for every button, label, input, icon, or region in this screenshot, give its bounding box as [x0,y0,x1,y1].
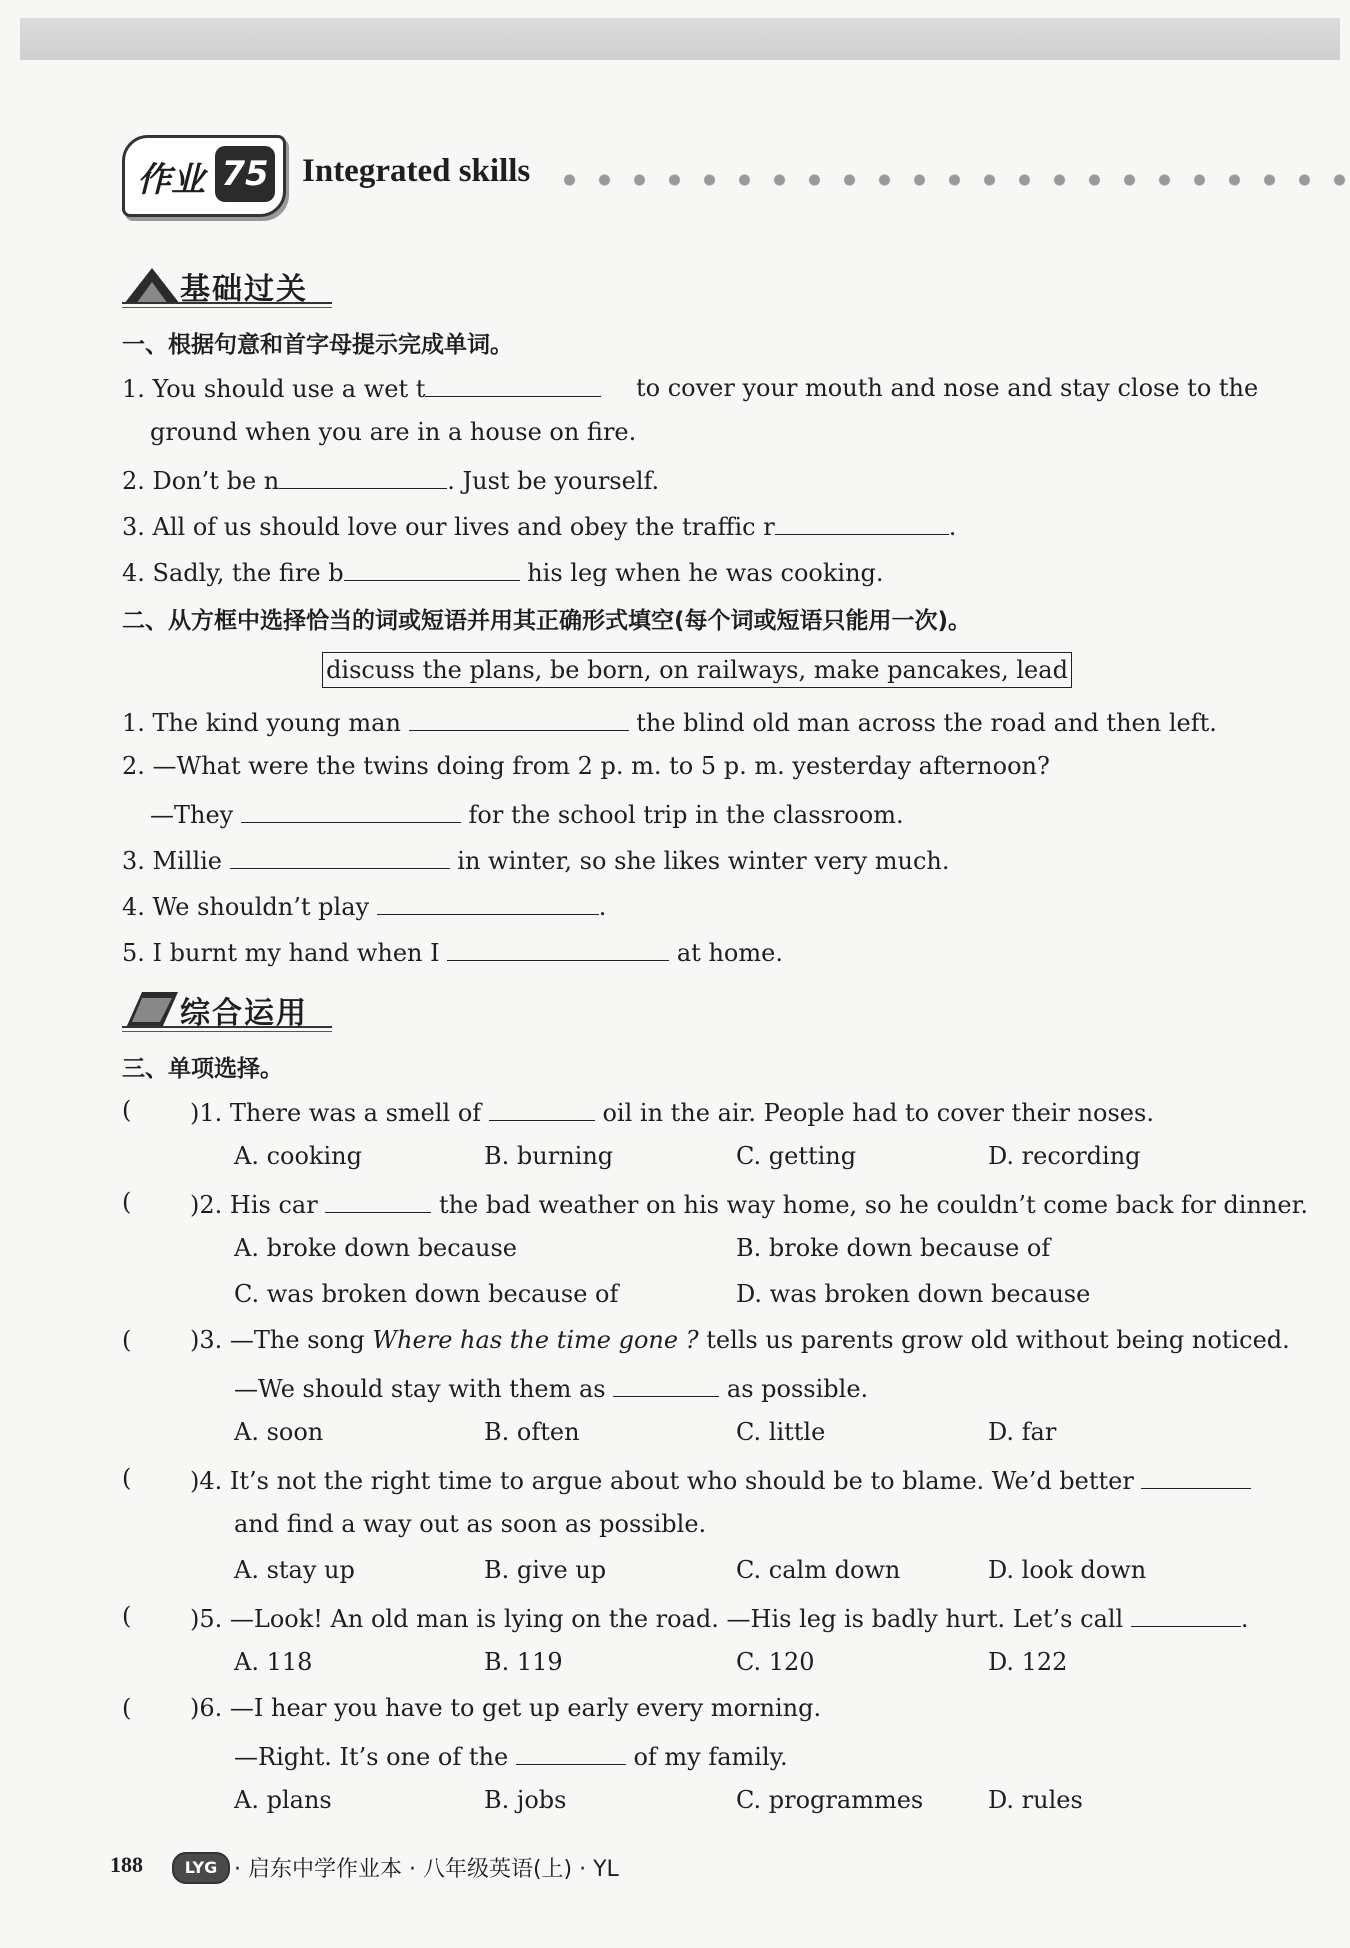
question-line [190,1324,1290,1356]
question-line [122,508,956,543]
option-d[interactable]: D. was broken down because [736,1280,1091,1308]
question-text: 1. You should use a wet t [122,375,426,403]
question-text: 4. We shouldn’t play [122,893,370,921]
book-icon [122,988,182,1030]
answer-blank[interactable] [409,704,629,731]
answer-blank[interactable] [1141,1462,1251,1489]
question-text: )1. There was a smell of [190,1099,482,1127]
option-c[interactable]: C. calm down [736,1556,901,1584]
question-text: the blind old man across the road and then left. [636,709,1217,737]
answer-blank[interactable] [377,888,599,915]
question-line [122,888,606,923]
answer-blank[interactable] [279,462,447,489]
question-line [234,1738,788,1773]
question-line [122,370,601,405]
section-title: 基础过关 [180,272,308,307]
option-a[interactable]: A. soon [234,1418,324,1446]
option-b[interactable]: B. often [484,1418,580,1446]
question-text: )3. —The song [190,1326,365,1354]
question-text: to cover your mouth and nose and stay close to the [636,374,1259,402]
question-text: 4. Sadly, the fire b [122,559,344,587]
part1-instruction: 一、根据句意和首字母提示完成单词。 [122,332,513,358]
answer-paren[interactable]: ( [122,1096,132,1124]
divider [122,302,332,304]
question-text: )6. —I hear you have to get up early every morning. [190,1694,822,1722]
badge-word: 作业 [137,160,205,200]
question-text: oil in the air. People had to cover their noses. [602,1099,1154,1127]
publisher-logo: LYG [172,1852,230,1884]
question-text: )2. His car [190,1191,318,1219]
lesson-header [122,135,1342,225]
option-d[interactable]: D. far [988,1418,1057,1446]
question-text: . [598,893,607,921]
question-line [190,1186,1308,1221]
option-b[interactable]: B. jobs [484,1786,567,1814]
question-text: —We should stay with them as [234,1375,606,1403]
question-text: 5. I burnt my hand when I [122,939,440,967]
answer-paren[interactable]: ( [122,1326,132,1354]
word-box: discuss the plans, be born, on railways, make pancakes, lead [322,652,1072,688]
question-line [122,704,1217,739]
option-c[interactable]: C. 120 [736,1648,815,1676]
answer-paren[interactable]: ( [122,1188,132,1216]
section-header-basics [122,262,352,308]
question-text: of my family. [633,1743,788,1771]
divider [122,1026,332,1028]
question-text: 3. All of us should love our lives and obey the traffic r [122,513,775,541]
answer-blank[interactable] [516,1738,626,1765]
section-title: 综合运用 [180,996,308,1031]
question-text: . [1240,1605,1249,1633]
divider [122,1031,332,1032]
option-d[interactable]: D. 122 [988,1648,1068,1676]
question-text: . [948,513,957,541]
question-line [150,796,904,831]
answer-blank[interactable] [241,796,461,823]
question-text: )4. It’s not the right time to argue about who should be to blame. We’d better [190,1467,1134,1495]
question-line [122,462,659,497]
answer-blank[interactable] [613,1370,719,1397]
question-text: 2. —What were the twins doing from 2 p. m. to 5 p. m. yesterday afternoon? [122,752,1050,780]
option-d[interactable]: D. recording [988,1142,1141,1170]
question-text: at home. [676,939,783,967]
question-text: 3. Millie [122,847,223,875]
answer-blank[interactable] [1131,1600,1241,1627]
option-a[interactable]: A. plans [234,1786,332,1814]
answer-blank[interactable] [775,508,949,535]
option-c[interactable]: C. getting [736,1142,857,1170]
top-band [20,18,1340,60]
question-line [234,1370,868,1405]
page-number: 188 [110,1852,143,1877]
option-c[interactable]: C. programmes [736,1786,924,1814]
option-c[interactable]: C. was broken down because of [234,1280,619,1308]
answer-paren[interactable]: ( [122,1694,132,1722]
question-text: tells us parents grow old without being noticed. [706,1326,1290,1354]
answer-blank[interactable] [344,554,520,581]
question-text: ground when you are in a house on fire. [150,418,637,446]
option-a[interactable]: A. 118 [234,1648,313,1676]
option-b[interactable]: B. give up [484,1556,607,1584]
question-text: his leg when he was cooking. [527,559,884,587]
divider [122,307,332,308]
footer-text: · 启东中学作业本 · 八年级英语(上) · YL [234,1857,619,1882]
dotted-decoration [552,173,1350,187]
question-text: )5. —Look! An old man is lying on the road. —His leg is badly hurt. Let’s call [190,1605,1124,1633]
part3-instruction: 三、单项选择。 [122,1056,283,1082]
question-text: for the school trip in the classroom. [468,801,904,829]
question-line [122,554,884,589]
question-line [122,842,950,877]
answer-blank[interactable] [447,934,669,961]
question-line [190,1462,1251,1497]
answer-blank[interactable] [489,1094,595,1121]
question-text: —Right. It’s one of the [234,1743,509,1771]
question-line [122,934,783,969]
option-d[interactable]: D. look down [988,1556,1147,1584]
section-header-comprehensive [122,986,352,1032]
question-text: in winter, so she likes winter very much. [457,847,950,875]
lesson-title: Integrated skills [302,153,531,189]
lesson-badge [122,135,286,217]
answer-blank[interactable] [325,1186,431,1213]
option-b[interactable]: B. burning [484,1142,614,1170]
option-a[interactable]: A. broke down because [234,1234,517,1262]
answer-blank[interactable] [230,842,450,869]
badge-number: 75 [215,146,275,202]
answer-paren[interactable]: ( [122,1602,132,1630]
option-b[interactable]: B. 119 [484,1648,563,1676]
question-text: as possible. [726,1375,869,1403]
option-c[interactable]: C. little [736,1418,826,1446]
question-text: 1. The kind young man [122,709,401,737]
question-text: the bad weather on his way home, so he couldn’t come back for dinner. [438,1191,1309,1219]
option-a[interactable]: A. cooking [234,1142,362,1170]
answer-blank[interactable] [425,370,601,397]
question-line [190,1094,1154,1129]
song-title: Where has the time gone ? [372,1326,699,1354]
answer-paren[interactable]: ( [122,1464,132,1492]
question-line [190,1600,1249,1635]
question-text: and find a way out as soon as possible. [234,1510,707,1538]
part2-instruction: 二、从方框中选择恰当的词或短语并用其正确形式填空(每个词或短语只能用一次)。 [122,608,972,634]
question-text: . Just be yourself. [447,467,660,495]
option-a[interactable]: A. stay up [234,1556,355,1584]
option-b[interactable]: B. broke down because of [736,1234,1051,1262]
question-text: 2. Don’t be n [122,467,280,495]
option-d[interactable]: D. rules [988,1786,1083,1814]
mountain-icon [122,264,182,306]
question-text: —They [150,801,234,829]
